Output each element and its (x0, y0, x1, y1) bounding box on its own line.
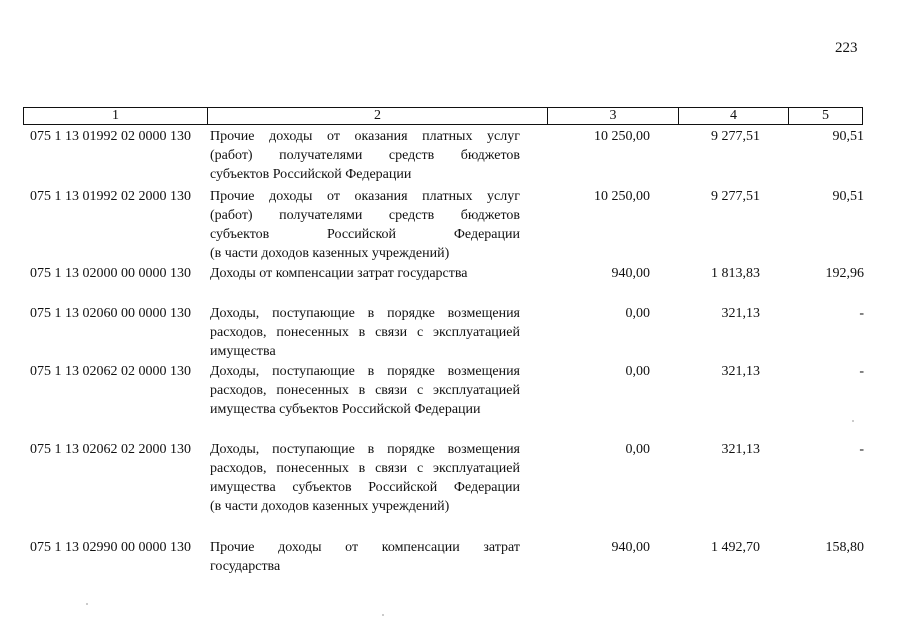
row-value-col4: 321,13 (721, 442, 760, 457)
header-col-3: 3 (547, 108, 678, 124)
row-value-col4: 321,13 (721, 364, 760, 379)
description-line: (работ) получателями средств бюджетов (210, 148, 520, 163)
row-value-col4: 1 813,83 (711, 266, 760, 281)
row-value-col5: 192,96 (825, 266, 864, 281)
description-line: Прочие доходы от оказания платных услуг (210, 189, 520, 204)
header-col-5: 5 (788, 108, 862, 124)
row-value-col3: 0,00 (625, 306, 650, 321)
row-description (210, 127, 520, 184)
scan-speck (852, 420, 854, 422)
row-value-col5: - (859, 364, 864, 379)
row-description (210, 362, 520, 419)
row-value-col3: 0,00 (625, 364, 650, 379)
row-code: 075 1 13 02062 02 0000 130 (30, 364, 191, 379)
scan-speck (382, 614, 384, 616)
header-col-1: 1 (112, 108, 119, 123)
description-line: Доходы от компенсации затрат государства (210, 266, 468, 281)
description-line: субъектов Российской Федерации (210, 227, 520, 242)
description-line: имущества субъектов Российской Федерации (210, 480, 520, 495)
row-value-col4: 9 277,51 (711, 129, 760, 144)
row-description (210, 187, 520, 263)
row-value-col4: 1 492,70 (711, 540, 760, 555)
description-line: имущества (210, 344, 276, 359)
description-line: Доходы, поступающие в порядке возмещения (210, 306, 520, 321)
row-code: 075 1 13 02990 00 0000 130 (30, 540, 191, 555)
description-line: (в части доходов казенных учреждений) (210, 499, 450, 514)
description-line: Доходы, поступающие в порядке возмещения (210, 442, 520, 457)
description-line: расходов, понесенных в связи с эксплуатацией (210, 383, 520, 398)
row-code: 075 1 13 01992 02 0000 130 (30, 129, 191, 144)
row-value-col5: - (859, 442, 864, 457)
row-description (210, 264, 520, 283)
description-line: Прочие доходы от компенсации затрат (210, 540, 520, 555)
row-description (210, 440, 520, 516)
row-value-col5: 158,80 (825, 540, 864, 555)
description-line: субъектов Российской Федерации (210, 167, 412, 182)
description-line: имущества субъектов Российской Федерации (210, 402, 481, 417)
description-line: расходов, понесенных в связи с эксплуатацией (210, 461, 520, 476)
description-line: (работ) получателями средств бюджетов (210, 208, 520, 223)
row-value-col3: 940,00 (611, 266, 650, 281)
row-value-col5: 90,51 (832, 189, 864, 204)
header-col-4: 4 (678, 108, 788, 124)
description-line: Прочие доходы от оказания платных услуг (210, 129, 520, 144)
row-description (210, 304, 520, 361)
row-code: 075 1 13 01992 02 2000 130 (30, 189, 191, 204)
row-value-col5: - (859, 306, 864, 321)
row-code: 075 1 13 02000 00 0000 130 (30, 266, 191, 281)
page-number: 223 (835, 40, 858, 56)
row-value-col3: 10 250,00 (594, 129, 650, 144)
row-value-col4: 321,13 (721, 306, 760, 321)
row-code: 075 1 13 02062 02 2000 130 (30, 442, 191, 457)
row-code: 075 1 13 02060 00 0000 130 (30, 306, 191, 321)
row-value-col3: 10 250,00 (594, 189, 650, 204)
row-value-col5: 90,51 (832, 129, 864, 144)
table-header (23, 107, 863, 125)
description-line: расходов, понесенных в связи с эксплуатацией (210, 325, 520, 340)
description-line: Доходы, поступающие в порядке возмещения (210, 364, 520, 379)
description-line: государства (210, 559, 281, 574)
row-value-col3: 0,00 (625, 442, 650, 457)
header-col-2: 2 (207, 108, 547, 124)
description-line: (в части доходов казенных учреждений) (210, 246, 450, 261)
scan-speck (86, 603, 88, 605)
row-description (210, 538, 520, 576)
row-value-col3: 940,00 (611, 540, 650, 555)
row-value-col4: 9 277,51 (711, 189, 760, 204)
